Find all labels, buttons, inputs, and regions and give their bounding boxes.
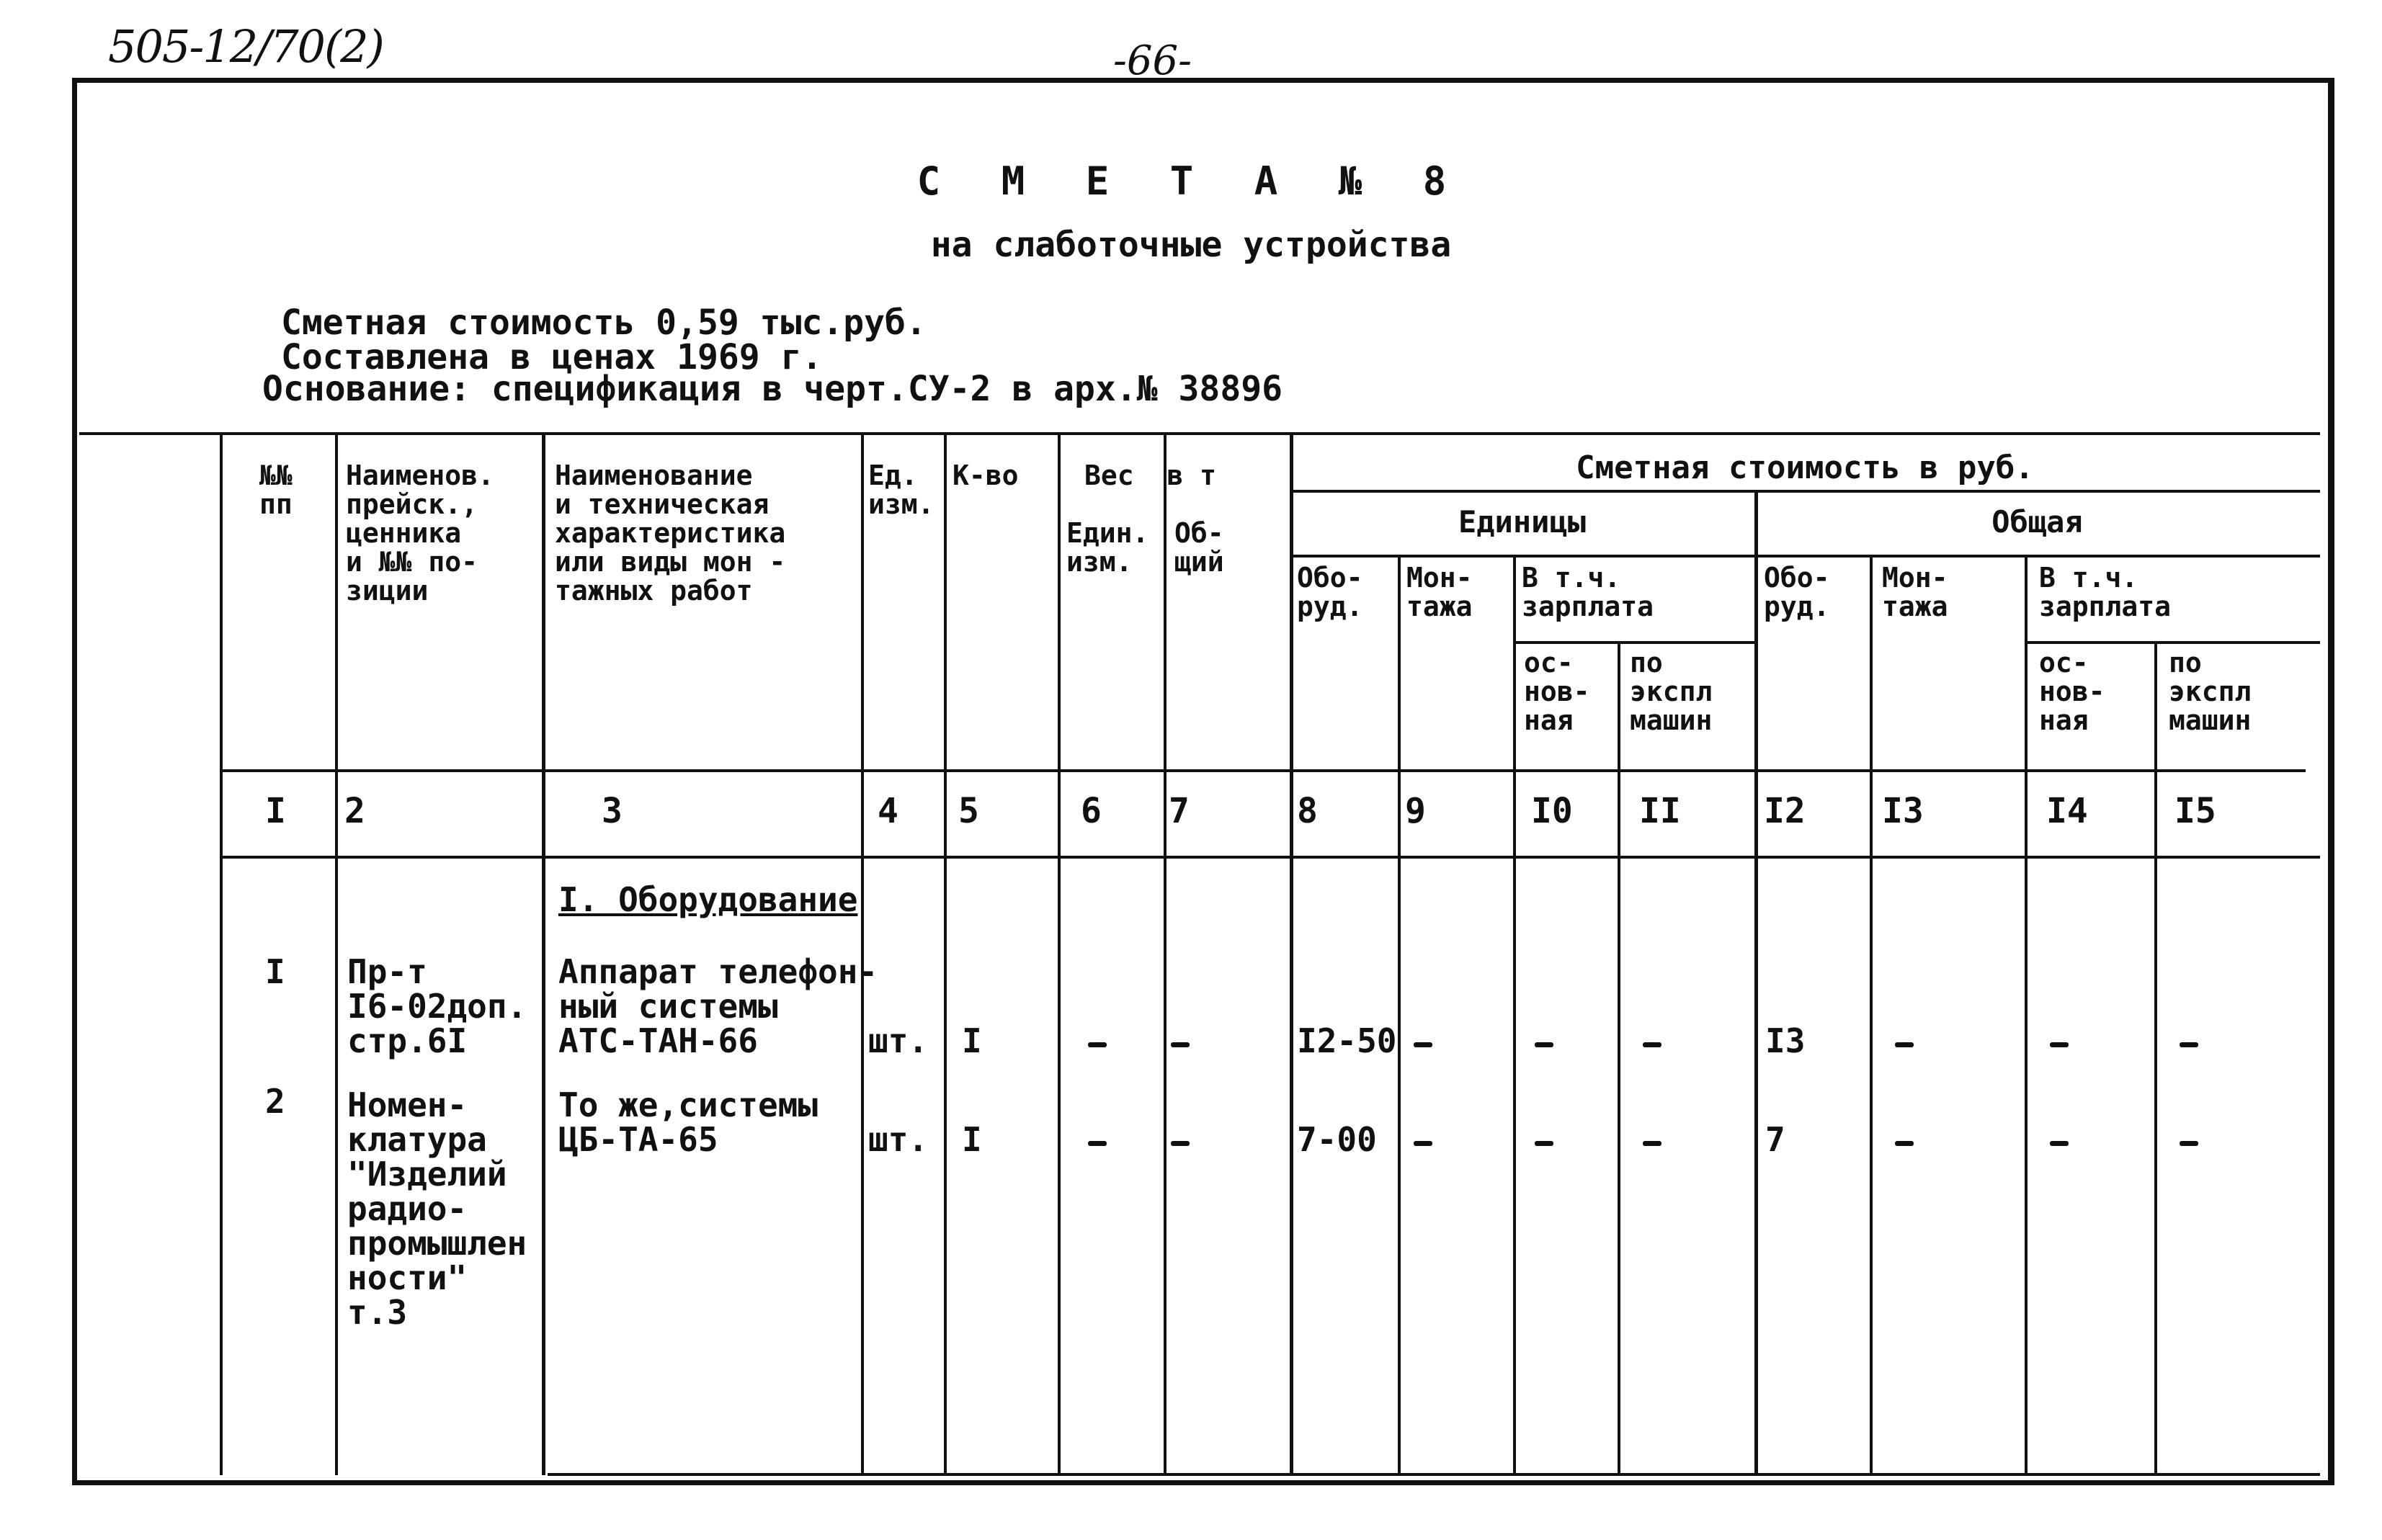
col-line-15 (2154, 641, 2157, 1475)
table-top-line (79, 432, 2320, 435)
header-unit-cost: Единицы (1458, 504, 1586, 540)
column-number-7: 7 (1169, 791, 1190, 831)
row-unit-operation-dash (1643, 1141, 1661, 1146)
header-total-mounting: Мон- тажа (1882, 562, 1948, 622)
column-number-10: I0 (1531, 791, 1573, 831)
row-total-basic-dash (2050, 1141, 2069, 1146)
row-unit-basic-dash (1535, 1042, 1553, 1047)
column-number-13: I3 (1882, 791, 1924, 831)
header-cost-group: Сметная стоимость в руб. (1576, 449, 2034, 486)
row-unit-operation-dash (1643, 1042, 1661, 1047)
header-unit-salary-basic: ос- нов- ная (1524, 647, 1590, 736)
row-total-equipment-cost: I3 (1765, 1021, 1806, 1060)
row-quantity: I (962, 1120, 982, 1159)
row-number: 2 (265, 1082, 285, 1121)
col-line-9 (1398, 555, 1401, 1475)
salary-line-total (2025, 641, 2320, 644)
col-line-14 (2025, 555, 2028, 1475)
col-line-10 (1513, 555, 1516, 1475)
col-line-8 (1290, 432, 1293, 1475)
row-unit: шт. (868, 1120, 929, 1159)
document-title: С М Е Т А № 8 (916, 158, 1466, 204)
row-total-mounting-dash (1895, 1141, 1914, 1146)
estimate-basis: Основание: спецификация в черт.СУ-2 в арх.№ 38896 (262, 369, 1283, 409)
header-weight-unit: Един. изм. (1066, 517, 1149, 578)
row-total-mounting-dash (1895, 1042, 1914, 1047)
subgroup-line (1290, 555, 2320, 558)
header-bottom-line (220, 769, 2306, 772)
page-number: -66- (1113, 37, 1192, 84)
column-number-8: 8 (1297, 791, 1318, 831)
header-total-salary: В т.ч. зарплата (2039, 562, 2172, 622)
estimated-cost: Сметная стоимость 0,59 тыс.руб. (281, 303, 927, 343)
header-price-reference: Наименов. прейск., ценника и №№ по- зиции (346, 460, 494, 606)
header-weight: Вес в т (1084, 460, 1217, 491)
row-unit: шт. (868, 1021, 929, 1060)
row-unit-basic-dash (1535, 1141, 1553, 1146)
row-total-equipment-cost: 7 (1765, 1120, 1785, 1159)
row-unit-equipment-cost: 7-00 (1297, 1120, 1377, 1159)
column-number-5: 5 (958, 791, 979, 831)
document-code: 505-12/70(2) (108, 20, 383, 73)
header-total-salary-basic: ос- нов- ная (2039, 647, 2105, 736)
col-line-11 (1618, 641, 1620, 1475)
header-weight-total: Об- щий (1174, 517, 1224, 578)
column-number-4: 4 (878, 791, 898, 831)
col-line-5 (944, 432, 947, 1475)
header-total-equipment: Обо- руд. (1764, 562, 1830, 622)
header-unit-salary-operation: по экспл машин (1630, 647, 1713, 736)
row-item-name: То же,системы ЦБ-ТА-65 (558, 1085, 818, 1159)
header-unit-salary: В т.ч. зарплата (1522, 562, 1654, 622)
column-number-9: 9 (1405, 791, 1426, 831)
col-line-13 (1870, 555, 1873, 1475)
column-number-6: 6 (1081, 791, 1102, 831)
header-total-cost: Общая (1991, 504, 2083, 540)
section-title: I. Оборудование (558, 880, 858, 919)
row-item-name: Аппарат телефон- ный системы АТС-ТАН-66 (558, 952, 878, 1060)
row-unit-equipment-cost: I2-50 (1297, 1021, 1397, 1060)
col-line-2 (335, 432, 338, 1475)
col-line-12 (1754, 490, 1758, 1475)
col-line-6 (1058, 432, 1061, 1475)
header-quantity: К-во (953, 460, 1019, 491)
row-weight-total-dash (1171, 1141, 1190, 1146)
row-price-reference: Пр-т I6-02доп. стр.6I (347, 952, 527, 1060)
col-line-1 (220, 432, 223, 1475)
row-price-reference: Номен- клатура "Изделий радио- промышлен ности" т.3 (347, 1085, 527, 1332)
row-weight-total-dash (1171, 1042, 1190, 1047)
col-line-3 (542, 432, 545, 1475)
header-unit-equipment: Обо- руд. (1297, 562, 1363, 622)
row-weight-unit-dash (1088, 1141, 1107, 1146)
column-number-14: I4 (2046, 791, 2088, 831)
row-unit-mounting-dash (1414, 1042, 1432, 1047)
column-number-15: I5 (2174, 791, 2216, 831)
row-weight-unit-dash (1088, 1042, 1107, 1047)
header-unit-mounting: Мон- тажа (1406, 562, 1473, 622)
salary-line-unit (1513, 641, 1754, 644)
row-total-operation-dash (2180, 1141, 2198, 1146)
cost-group-line (1290, 490, 2320, 493)
header-row-number: №№ пп (259, 460, 293, 520)
document-subtitle: на слаботочные устройства (930, 225, 1452, 265)
column-number-11: II (1639, 791, 1681, 831)
column-number-1: I (265, 791, 286, 831)
col-line-7 (1164, 432, 1167, 1475)
row-number: I (265, 952, 285, 991)
table-bottom-line (548, 1473, 2320, 1476)
row-quantity: I (962, 1021, 982, 1060)
row-unit-mounting-dash (1414, 1141, 1432, 1146)
header-unit: Ед. изм. (868, 460, 934, 520)
header-item-name: Наименование и техническая характеристика или виды мон - тажных работ (555, 460, 786, 606)
column-number-12: I2 (1764, 791, 1806, 831)
column-number-2: 2 (344, 791, 365, 831)
numbers-bottom-line (220, 856, 2320, 859)
row-total-operation-dash (2180, 1042, 2198, 1047)
header-total-salary-operation: по экспл машин (2169, 647, 2252, 736)
price-basis-year: Составлена в ценах 1969 г. (281, 337, 823, 377)
column-number-3: 3 (602, 791, 623, 831)
row-total-basic-dash (2050, 1042, 2069, 1047)
